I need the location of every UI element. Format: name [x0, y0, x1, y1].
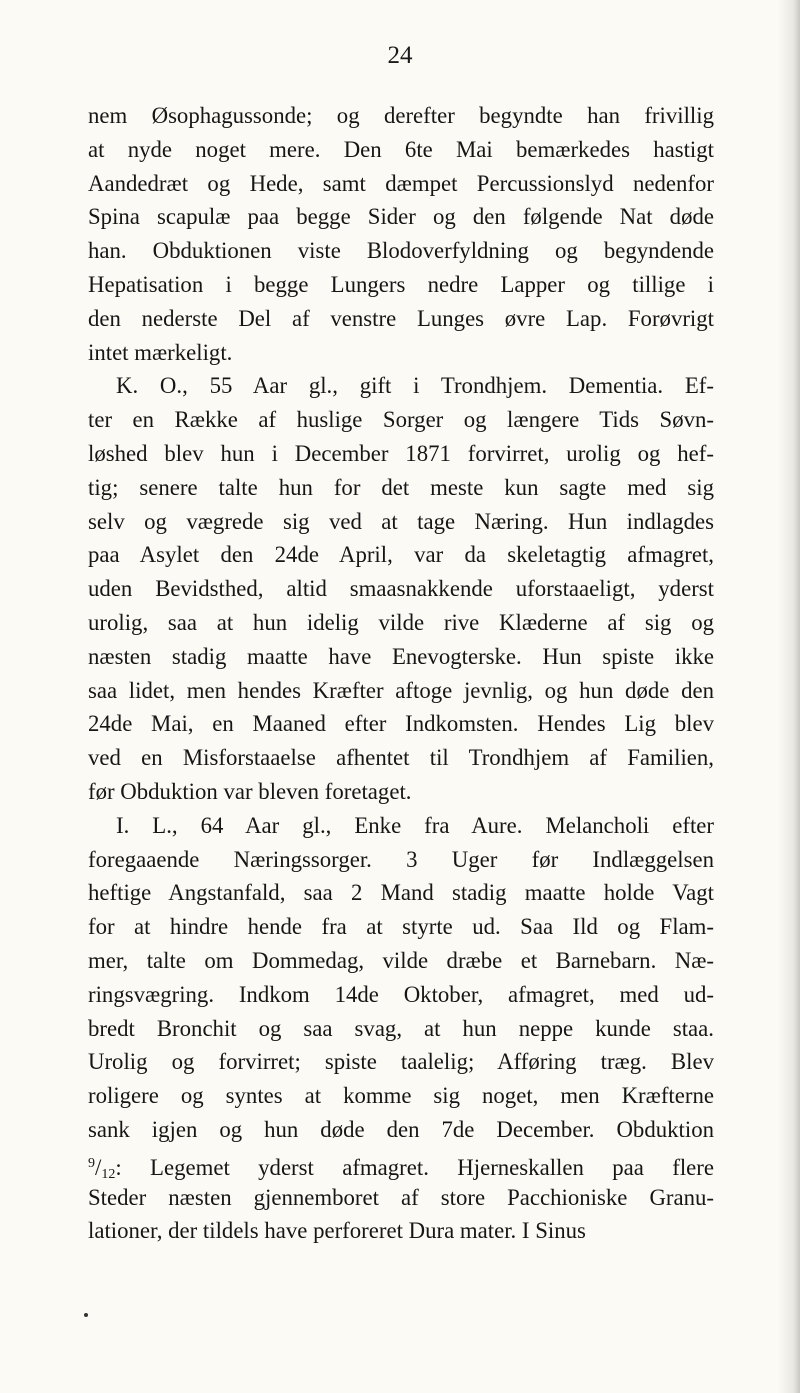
- text-line: ringsvægring. Indkom 14de Oktober, afmagret, med ud-: [88, 981, 714, 1007]
- text-line: tig; senere talte hun for det meste kun sagte med sig: [88, 474, 714, 500]
- text-line: uden Bevidsthed, altid smaasnakkende uforstaaeligt, yderst: [88, 576, 714, 602]
- text-line: Urolig og forvirret; spiste taalelig; Afføring træg. Blev: [88, 1049, 714, 1075]
- text-line: paa Asylet den 24de April, var da skeletagtig afmagret,: [88, 542, 714, 568]
- text-line: saa lidet, men hendes Kræfter aftoge jevnlig, og hun døde den: [88, 677, 714, 703]
- text-line: Hepatisation i begge Lungers nedre Lapper og tillige i: [88, 271, 714, 297]
- text-line: han. Obduktionen viste Blodoverfyldning og begyndende: [88, 238, 714, 264]
- text-line: Aandedræt og Hede, samt dæmpet Percussionslyd nedenfor: [88, 170, 714, 196]
- text-line: heftige Angstanfald, saa 2 Mand stadig maatte holde Vagt: [88, 880, 714, 906]
- text-line: 24de Mai, en Maaned efter Indkomsten. Hendes Lig blev: [88, 711, 714, 737]
- text-line: at nyde noget mere. Den 6te Mai bemærkedes hastigt: [88, 136, 714, 162]
- text-line: selv og vægrede sig ved at tage Næring. Hun indlagdes: [88, 508, 714, 534]
- text-line: intet mærkeligt.: [88, 339, 233, 365]
- text-line: K. O., 55 Aar gl., gift i Trondhjem. Dementia. Ef-: [116, 373, 714, 399]
- text-line: I. L., 64 Aar gl., Enke fra Aure. Melancholi efter: [116, 812, 714, 838]
- text-line-fraction: $^9$/12: Legemet yderst afmagret. Hjerneskallen paa flere: [88, 1154, 714, 1182]
- text-line: den nederste Del af venstre Lunges øvre Lap. Forøvrigt: [88, 305, 714, 331]
- fraction-denominator: 12: [101, 1166, 116, 1182]
- text-line: Spina scapulæ paa begge Sider og den følgende Nat døde: [88, 204, 714, 230]
- text-line: foregaaende Næringssorger. 3 Uger før Indlæggelsen: [88, 846, 714, 872]
- body-text: [88, 99, 714, 1248]
- text-line: ter en Række af huslige Sorger og længere Tids Søvn-: [88, 407, 714, 433]
- text-line: nem Øsophagussonde; og derefter begyndte han frivillig: [88, 103, 714, 128]
- text-line: næsten stadig maatte have Enevogterske. Hun spiste ikke: [88, 643, 714, 669]
- text-line: Steder næsten gjennemboret af store Pacchioniske Granu-: [88, 1184, 714, 1210]
- text-line: løshed blev hun i December 1871 forvirret, urolig og hef-: [88, 440, 714, 466]
- page-edge-shadow: [778, 0, 800, 1393]
- fraction-line-rest: : Legemet yderst afmagret. Hjerneskallen paa flere: [115, 1154, 714, 1180]
- text-line: lationer, der tildels have perforeret Dura mater. I Sinus: [88, 1218, 586, 1244]
- text-line: mer, talte om Dommedag, vilde dræbe et Barnebarn. Næ-: [88, 947, 714, 973]
- page-number: 24: [387, 42, 413, 69]
- fraction-numerator: 9: [88, 1155, 95, 1171]
- text-line: urolig, saa at hun idelig vilde rive Klæderne af sig og: [88, 609, 714, 635]
- margin-dot: [84, 1313, 88, 1317]
- text-line: sank igjen og hun døde den 7de December. Obduktion: [88, 1116, 714, 1142]
- text-line: bredt Bronchit og saa svag, at hun neppe kunde staa.: [88, 1015, 714, 1041]
- text-line: for at hindre hende fra at styrte ud. Saa Ild og Flam-: [88, 914, 714, 940]
- text-line: roligere og syntes at komme sig noget, men Kræfterne: [88, 1083, 714, 1109]
- text-line: ved en Misforstaaelse afhentet til Trondhjem af Familien,: [88, 745, 714, 771]
- text-line: før Obduktion var bleven foretaget.: [88, 778, 412, 804]
